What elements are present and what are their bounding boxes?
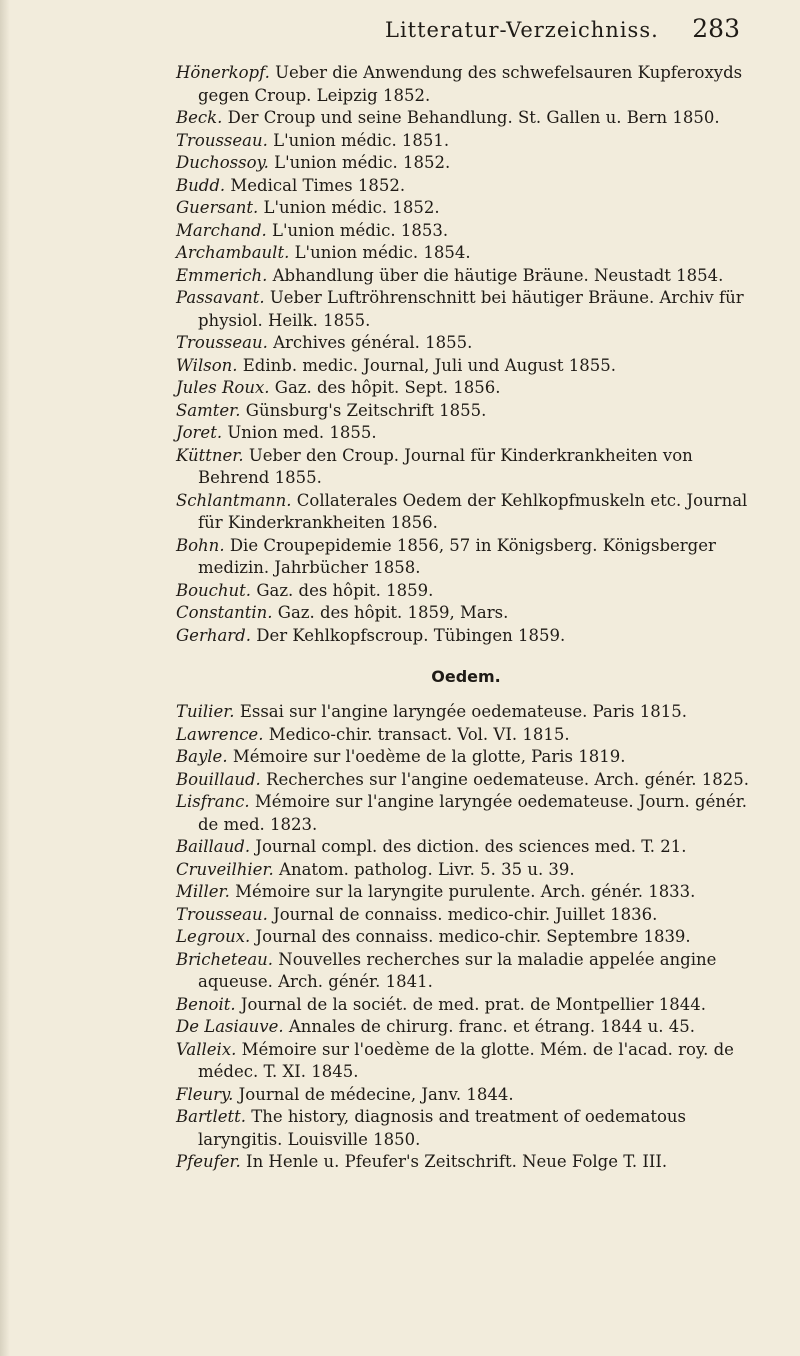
- entry-text: Nouvelles recherches sur la maladie appelée angine aqueuse. Arch. génér. 1841.: [198, 949, 717, 991]
- bibliography-entry: [176, 242, 756, 265]
- entry-text: Mémoire sur l'oedème de la glotte. Mém. de l'acad. roy. de médec. T. XI. 1845.: [198, 1039, 734, 1081]
- entry-text: Mémoire sur l'oedème de la glotte, Paris 1819.: [232, 747, 626, 766]
- bibliography-entry: [176, 197, 756, 220]
- entry-text: Union med. 1855.: [227, 423, 377, 442]
- bibliography-entry: [176, 746, 756, 769]
- entry-text: Ueber den Croup. Journal für Kinderkrankheiten von Behrend 1855.: [198, 445, 693, 487]
- entry-author: Pfeufer.: [176, 1152, 241, 1171]
- entry-author: Passavant.: [176, 288, 265, 307]
- entry-text: Gaz. des hôpit. 1859.: [256, 580, 434, 600]
- entry-text: Journal de médecine, Janv. 1844.: [238, 1084, 514, 1104]
- entry-author: Fleury.: [176, 1084, 234, 1104]
- section-heading-oedem: Oedem.: [431, 667, 501, 686]
- entry-author: Constantin.: [176, 603, 273, 622]
- entry-author: Samter.: [176, 400, 241, 420]
- bibliography-entry: [176, 881, 756, 904]
- entry-text: Mémoire sur l'angine laryngée oedemateuse. Journ. génér. de med. 1823.: [198, 792, 748, 834]
- entry-text: Abhandlung über die häutige Bräune. Neustadt 1854.: [272, 265, 724, 285]
- entry-text: In Henle u. Pfeufer's Zeitschrift. Neue Folge T. III.: [246, 1152, 668, 1171]
- entry-author: Trousseau.: [176, 130, 268, 150]
- entry-author: Budd.: [176, 175, 226, 195]
- entry-author: Bohn.: [176, 535, 225, 555]
- entry-text: Essai sur l'angine laryngée oedemateuse. Paris 1815.: [239, 702, 687, 721]
- bibliography-entry: [176, 130, 756, 153]
- bibliography-entry: [176, 1106, 756, 1151]
- entry-author: Marchand.: [176, 220, 267, 240]
- entry-text: L'union médic. 1852.: [263, 198, 440, 217]
- entry-author: Miller.: [176, 882, 230, 901]
- entry-author: Duchossoy.: [176, 153, 269, 172]
- bibliography-entry: [176, 580, 756, 603]
- entry-author: Küttner.: [176, 445, 244, 465]
- entry-text: Mémoire sur la laryngite purulente. Arch. génér. 1833.: [235, 882, 696, 901]
- bibliography-entry: [176, 355, 756, 378]
- bibliography-entry: [176, 265, 756, 288]
- entry-text: Journal compl. des diction. des sciences med. T. 21.: [255, 837, 687, 856]
- bibliography-entry: [176, 1039, 756, 1084]
- page-number: 283: [692, 14, 740, 43]
- bibliography-entry: [176, 107, 756, 130]
- bibliography-entry: [176, 287, 756, 332]
- entry-author: Bricheteau.: [176, 949, 274, 969]
- entry-text: Anatom. patholog. Livr. 5. 35 u. 39.: [279, 859, 575, 879]
- bibliography-entry: [176, 926, 756, 949]
- entry-author: Lisfranc.: [176, 792, 250, 811]
- entry-author: Valleix.: [176, 1039, 237, 1059]
- running-head: Litteratur-Verzeichniss.: [385, 18, 659, 42]
- entry-author: Tuilier.: [176, 702, 235, 721]
- oedem-reference-list: [176, 701, 756, 1174]
- entry-author: Hönerkopf.: [176, 63, 270, 82]
- entry-author: Bouillaud.: [176, 769, 261, 789]
- entry-text: Edinb. medic. Journal, Juli und August 1855.: [242, 355, 616, 375]
- entry-author: De Lasiauve.: [176, 1017, 284, 1036]
- entry-text: Gaz. des hôpit. 1859, Mars.: [277, 603, 509, 622]
- entry-text: Collaterales Oedem der Kehlkopfmuskeln etc. Journal für Kinderkrankheiten 1856.: [198, 490, 748, 532]
- entry-author: Cruveilhier.: [176, 859, 274, 879]
- entry-author: Benoit.: [176, 994, 236, 1014]
- entry-text: Der Croup und seine Behandlung. St. Gallen u. Bern 1850.: [227, 108, 720, 127]
- entry-text: Medico-chir. transact. Vol. VI. 1815.: [268, 724, 570, 744]
- bibliography-entry: [176, 220, 756, 243]
- entry-text: L'union médic. 1851.: [273, 130, 450, 150]
- bibliography-entry: [176, 904, 756, 927]
- bibliography-entry: [176, 62, 756, 107]
- bibliography-entry: [176, 400, 756, 423]
- bibliography-entry: [176, 377, 756, 400]
- entry-text: Journal de la sociét. de med. prat. de Montpellier 1844.: [240, 994, 707, 1014]
- entry-author: Beck.: [176, 108, 223, 127]
- entry-author: Trousseau.: [176, 333, 268, 352]
- bibliography-entry: [176, 994, 756, 1017]
- entry-author: Joret.: [176, 423, 223, 442]
- bibliography-entry: [176, 602, 756, 625]
- entry-author: Legroux.: [176, 927, 251, 946]
- entry-text: Ueber Luftröhrenschnitt bei häutiger Bräune. Archiv für physiol. Heilk. 1855.: [198, 288, 744, 330]
- bibliography-entry: [176, 175, 756, 198]
- bibliography-entry: [176, 724, 756, 747]
- bibliography-entry: [176, 1016, 756, 1039]
- bibliography-entry: [176, 859, 756, 882]
- bibliography-entry: [176, 836, 756, 859]
- entry-author: Emmerich.: [176, 265, 268, 285]
- entry-author: Schlantmann.: [176, 490, 292, 510]
- entry-author: Baillaud.: [176, 837, 251, 856]
- entry-text: L'union médic. 1853.: [272, 220, 449, 240]
- bibliography-entry: [176, 445, 756, 490]
- entry-author: Bartlett.: [176, 1107, 247, 1126]
- entry-author: Guersant.: [176, 198, 259, 217]
- entry-text: Ueber die Anwendung des schwefelsauren Kupferoxyds gegen Croup. Leipzig 1852.: [198, 63, 743, 105]
- bibliography-entry: [176, 769, 756, 792]
- bibliography-entry: [176, 625, 756, 648]
- entry-text: Günsburg's Zeitschrift 1855.: [245, 400, 487, 420]
- entry-author: Jules Roux.: [176, 378, 270, 397]
- entry-text: L'union médic. 1854.: [294, 243, 471, 262]
- entry-text: Journal des connaiss. medico-chir. Septembre 1839.: [255, 927, 691, 946]
- entry-author: Bouchut.: [176, 580, 252, 600]
- entry-text: Journal de connaiss. medico-chir. Juillet 1836.: [273, 904, 658, 924]
- entry-author: Wilson.: [176, 355, 238, 375]
- entry-text: Der Kehlkopfscroup. Tübingen 1859.: [256, 625, 566, 645]
- bibliography-entry: [176, 949, 756, 994]
- entry-text: Recherches sur l'angine oedemateuse. Arch. génér. 1825.: [266, 769, 750, 789]
- page-binding-edge: [0, 0, 10, 1356]
- entry-author: Gerhard.: [176, 625, 251, 645]
- entry-author: Bayle.: [176, 747, 228, 766]
- entry-text: Gaz. des hôpit. Sept. 1856.: [274, 378, 501, 397]
- bibliography-entry: [176, 791, 756, 836]
- entry-author: Trousseau.: [176, 904, 268, 924]
- bibliography-entry: [176, 490, 756, 535]
- bibliography-entry: [176, 535, 756, 580]
- bibliography-entry: [176, 1151, 756, 1174]
- entry-text: Archives général. 1855.: [273, 333, 473, 352]
- croup-reference-list: [176, 62, 756, 647]
- entry-text: Annales de chirurg. franc. et étrang. 1844 u. 45.: [288, 1017, 695, 1036]
- entry-text: The history, diagnosis and treatment of oedematous laryngitis. Louisville 1850.: [198, 1107, 687, 1149]
- bibliography: [176, 62, 756, 1174]
- entry-text: Die Croupepidemie 1856, 57 in Königsberg. Königsberger medizin. Jahrbücher 1858.: [198, 535, 716, 577]
- bibliography-entry: [176, 332, 756, 355]
- bibliography-entry: [176, 152, 756, 175]
- page-header: [200, 14, 740, 54]
- bibliography-entry: [176, 701, 756, 724]
- bibliography-entry: [176, 1084, 756, 1107]
- entry-text: Medical Times 1852.: [230, 175, 406, 195]
- bibliography-entry: [176, 422, 756, 445]
- entry-author: Archambault.: [176, 243, 290, 262]
- entry-text: L'union médic. 1852.: [274, 153, 451, 172]
- entry-author: Lawrence.: [176, 724, 264, 744]
